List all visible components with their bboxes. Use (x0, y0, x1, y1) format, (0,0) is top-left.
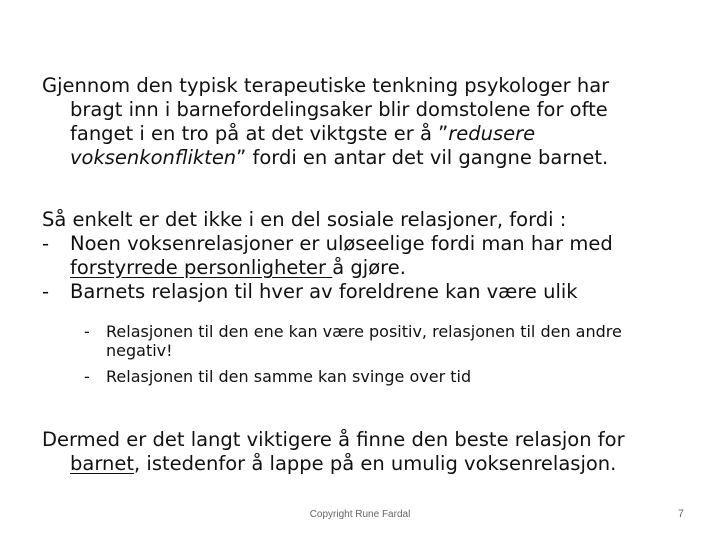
p1-line-3 (70, 122, 710, 146)
p2-bullet-2-dash: - (42, 280, 50, 303)
p2-bullet-1-dash: - (42, 232, 50, 255)
p2-bullet-1 (42, 232, 682, 256)
p3-line-2 (70, 452, 710, 476)
p3-line-1: Dermed er det langt viktigere å finne den beste relasjon for (42, 428, 625, 451)
p1-line-4 (70, 146, 710, 170)
sub-bullet-1-text: Relasjonen til den ene kan være positiv, relasjonen til den andre negativ! (106, 322, 622, 360)
p1-line-3-text: fanget i en tro på at det viktgste er å ” (70, 122, 449, 145)
p1-line-2: bragt inn i barnefordelingsaker blir domstolene for ofte (70, 98, 608, 121)
sub-bullet-2-text: Relasjonen til den samme kan svinge over tid (106, 367, 472, 386)
page-number: 7 (677, 508, 684, 520)
p2-bullet-1-line-2-text: å gjøre. (332, 256, 406, 279)
p2-underline-personligheter: forstyrrede personligheter (70, 256, 333, 279)
p2-bullet-2-text: Barnets relasjon til hver av foreldrene kan være ulik (70, 280, 578, 303)
paragraph-relations (42, 208, 682, 304)
p1-italic-redusere: redusere (448, 122, 536, 145)
p1-italic-voksenkonflikten: voksenkonflikten (70, 146, 237, 169)
p3-underline-barnet: barnet (70, 452, 135, 475)
sub-bullet-2-dash: - (84, 367, 90, 386)
p2-bullet-1-line-1: Noen voksenrelasjoner er uløseelige fordi man har med (70, 232, 613, 255)
p2-bullet-2 (42, 280, 682, 304)
p1-line-1: Gjennom den typisk terapeutiske tenkning psykologer har (42, 74, 610, 97)
p2-bullet-1-line-2 (42, 256, 682, 280)
p3-line-2-text: , istedenfor å lappe på en umulig voksenrelasjon. (134, 452, 617, 475)
footer-copyright: Copyright Rune Fardal (309, 509, 411, 520)
p2-intro: Så enkelt er det ikke i en del sosiale relasjoner, fordi : (42, 208, 567, 231)
p1-line-4-text: ” fordi en antar det vil gangne barnet. (236, 146, 609, 169)
paragraph-intro (42, 74, 710, 170)
sub-bullet-list (84, 322, 684, 393)
sub-bullet-2 (84, 367, 684, 386)
paragraph-conclusion (42, 428, 710, 476)
sub-bullet-1-dash: - (84, 322, 90, 341)
sub-bullet-1 (84, 322, 684, 360)
